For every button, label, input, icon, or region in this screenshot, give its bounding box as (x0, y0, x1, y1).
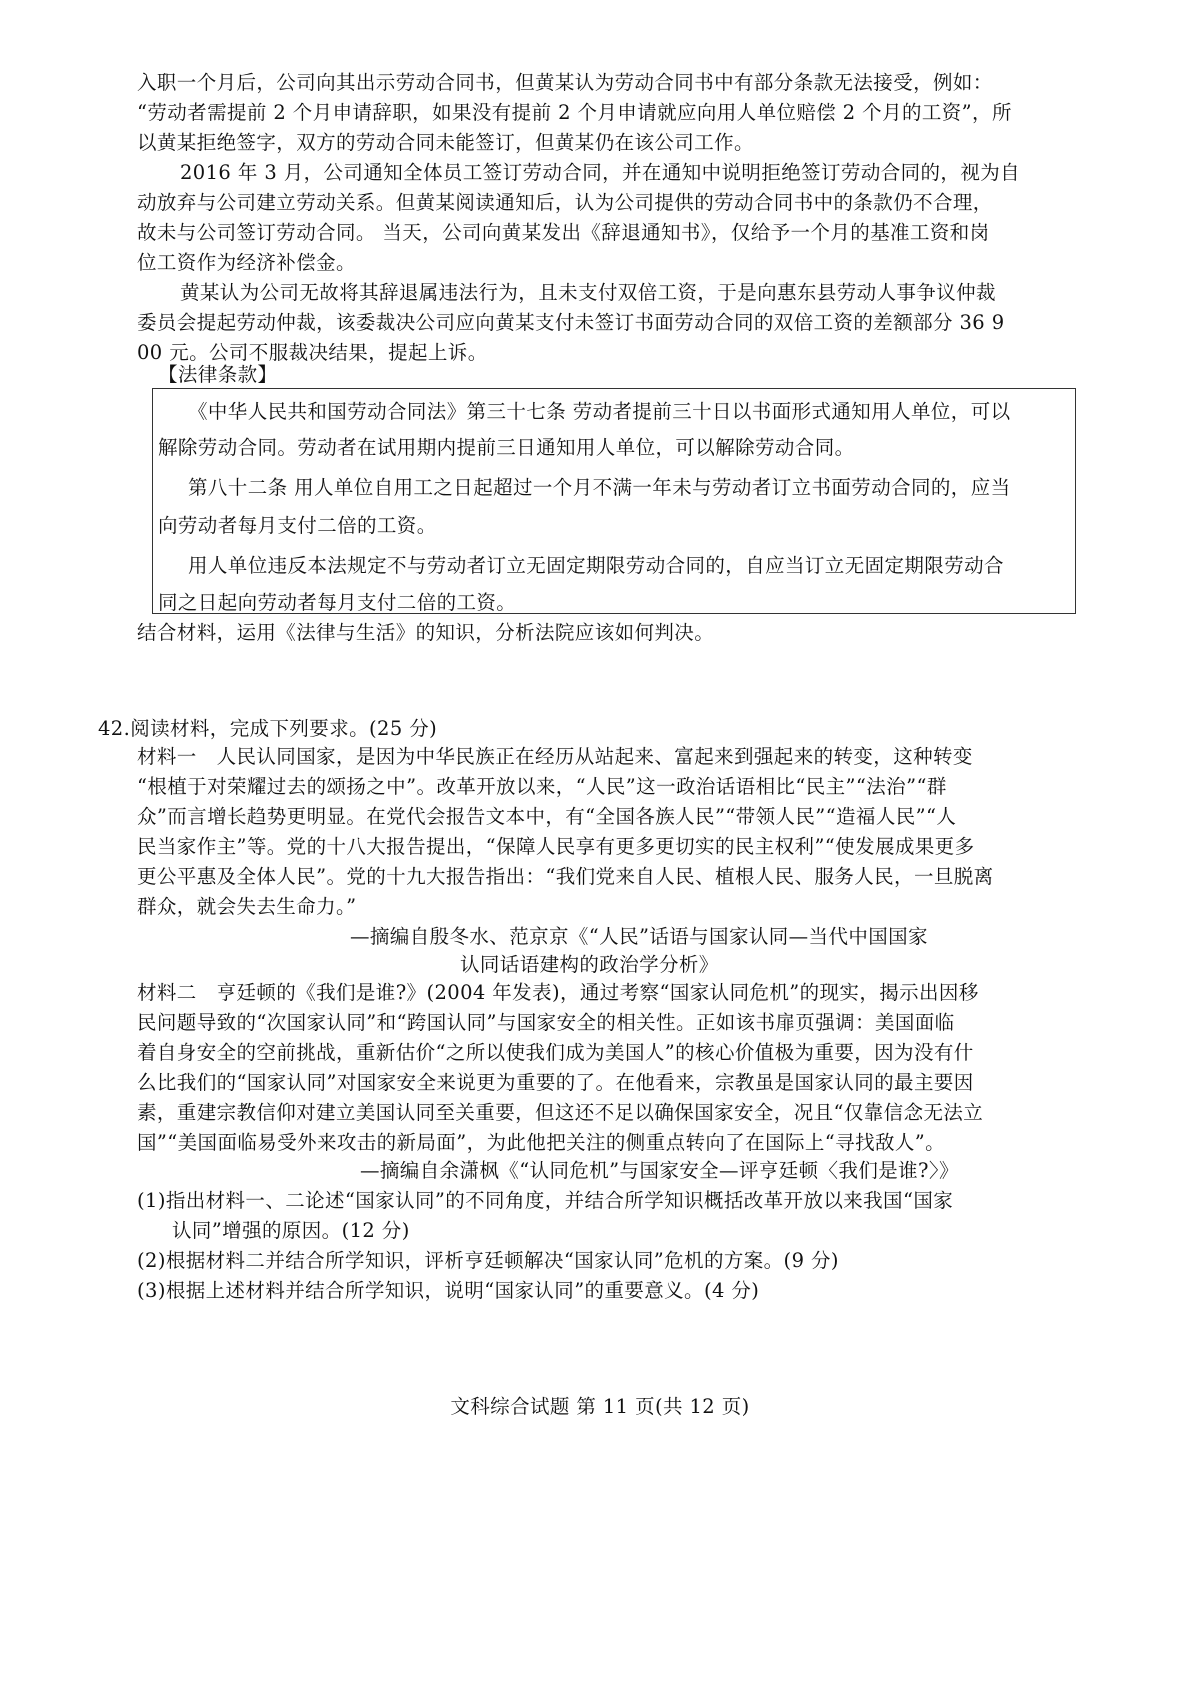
material-line: 材料二 亨廷顿的《我们是谁?》(2004 年发表)，通过考察“国家认同危机”的现实，揭示出因移 (137, 981, 979, 1004)
source-citation: 认同话语建构的政治学分析》 (460, 953, 719, 976)
case-line: 黄某认为公司无故将其辞退属违法行为，且未支付双倍工资，于是向惠东县劳动人事争议仲裁 (180, 281, 996, 304)
case-line: 入职一个月后，公司向其出示劳动合同书，但黄某认为劳动合同书中有部分条款无法接受，例如： (137, 71, 993, 94)
legal-clause-line: 解除劳动合同。劳动者在试用期内提前三日通知用人单位，可以解除劳动合同。 (158, 436, 855, 459)
legal-clause-line: 《中华人民共和国劳动合同法》第三十七条 劳动者提前三十日以书面形式通知用人单位，可以 (188, 400, 1011, 423)
case-line: 位工资作为经济补偿金。 (137, 251, 356, 274)
legal-clause-line: 同之日起向劳动者每月支付二倍的工资。 (158, 591, 517, 614)
case-task: 结合材料，运用《法律与生活》的知识，分析法院应该如何判决。 (137, 621, 715, 644)
case-line: 以黄某拒绝签字，双方的劳动合同未能签订，但黄某仍在该公司工作。 (137, 131, 754, 154)
source-citation: —摘编自殷冬水、范京京《“人民”话语与国家认同—当代中国国家 (350, 925, 928, 948)
sub-question: (3)根据上述材料并结合所学知识，说明“国家认同”的重要意义。(4 分) (137, 1279, 760, 1302)
case-line: 动放弃与公司建立劳动关系。但黄某阅读通知后，认为公司提供的劳动合同书中的条款仍不合理， (137, 191, 993, 214)
page-footer: 文科综合试题 第 11 页(共 12 页) (450, 1395, 750, 1418)
material-line: 材料一 人民认同国家，是因为中华民族正在经历从站起来、富起来到强起来的转变，这种转变 (137, 745, 973, 768)
sub-question: 认同”增强的原因。(12 分) (172, 1219, 410, 1242)
material-line: 民当家作主”等。党的十八大报告提出，“保障人民享有更多更切实的民主权利”“使发展成果更多 (137, 835, 975, 858)
material-line: 素，重建宗教信仰对建立美国认同至关重要，但这还不足以确保国家安全，况且“仅靠信念无法立 (137, 1101, 984, 1124)
material-line: 么比我们的“国家认同”对国家安全来说更为重要的了。在他看来，宗教虽是国家认同的最主要因 (137, 1071, 974, 1094)
legal-clause-line: 用人单位违反本法规定不与劳动者订立无固定期限劳动合同的，自应当订立无固定期限劳动合 (188, 554, 1004, 577)
material-line: 更公平惠及全体人民”。党的十九大报告指出：“我们党来自人民、植根人民、服务人民，一旦脱离 (137, 865, 994, 888)
question-header: 42.阅读材料，完成下列要求。(25 分) (98, 717, 438, 740)
sub-question: (1)指出材料一、二论述“国家认同”的不同角度，并结合所学知识概括改革开放以来我国“国家 (137, 1189, 954, 1212)
material-line: 着自身安全的空前挑战，重新估价“之所以使我们成为美国人”的核心价值极为重要，因为没有什 (137, 1041, 974, 1064)
material-line: 民问题导致的“次国家认同”和“跨国认同”与国家安全的相关性。正如该书扉页强调：美国面临 (137, 1011, 955, 1034)
case-line: 2016 年 3 月，公司通知全体员工签订劳动合同，并在通知中说明拒绝签订劳动合同的，视为自 (180, 161, 1021, 184)
case-line: “劳动者需提前 2 个月申请辞职，如果没有提前 2 个月申请就应向用人单位赔偿 2 个月的工资”，所 (137, 101, 1012, 124)
legal-heading: 【法律条款】 (158, 363, 278, 386)
legal-clause-line: 向劳动者每月支付二倍的工资。 (158, 514, 437, 537)
sub-question: (2)根据材料二并结合所学知识，评析亨廷顿解决“国家认同”危机的方案。(9 分) (137, 1249, 839, 1272)
material-line: 众”而言增长趋势更明显。在党代会报告文本中，有“全国各族人民”“带领人民”“造福人民”“人 (137, 805, 957, 828)
material-line: 群众，就会失去生命力。” (137, 895, 357, 918)
case-line: 00 元。公司不服裁决结果，提起上诉。 (137, 341, 488, 364)
legal-clause-line: 第八十二条 用人单位自用工之日起超过一个月不满一年未与劳动者订立书面劳动合同的，应当 (188, 476, 1011, 499)
source-citation: —摘编自余潇枫《“认同危机”与国家安全—评亨廷顿〈我们是谁?〉》 (360, 1159, 959, 1182)
material-line: 国”“美国面临易受外来攻击的新局面”，为此他把关注的侧重点转向了在国际上“寻找敌人”。 (137, 1131, 946, 1154)
material-line: “根植于对荣耀过去的颂扬之中”。改革开放以来，“人民”这一政治话语相比“民主”“法治”“群 (137, 775, 947, 798)
case-line: 故未与公司签订劳动合同。 当天，公司向黄某发出《辞退通知书》，仅给予一个月的基准工资和岗 (137, 221, 990, 244)
case-line: 委员会提起劳动仲裁，该委裁决公司应向黄某支付未签订书面劳动合同的双倍工资的差额部分 36 9 (137, 311, 1005, 334)
